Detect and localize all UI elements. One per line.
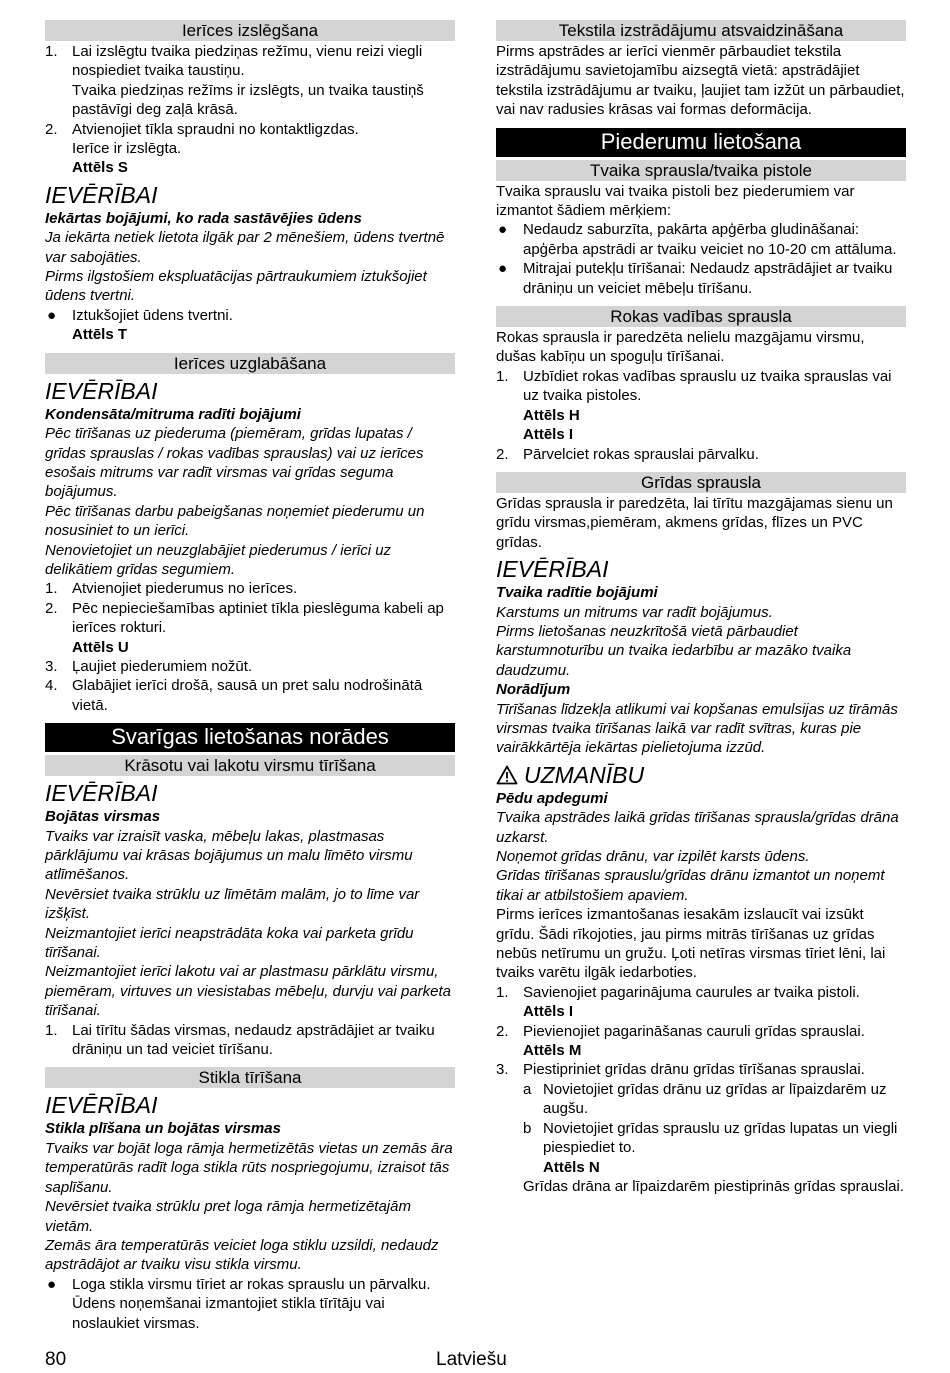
list-item: 1. Lai tīrītu šādas virsmas, nedaudz apstrādājiet ar tvaiku drāniņu un tad veiciet tīrīšanu. [45, 1021, 435, 1059]
bullet-item: ● Nedaudz saburzīta, pakārta apģērba gludināšanai: apģērba apstrādi ar tvaiku veiciet no 10-20 cm attāluma. [498, 221, 897, 258]
notice-text: Zemās āra temperatūrās veiciet loga stiklu uzsildi, nedaudz apstrādājot ar tvaiku visu stikla virsmu. [45, 1236, 439, 1274]
body-text: Tvaika sprauslu vai tvaika pistoli bez piederumiem var izmantot šādiem mērķiem: [496, 182, 855, 220]
caution-text: Grīdas tīrīšanas sprauslu/grīdas drānu izmantot un noņemt tikai ar atbilstošiem apaviem. [496, 867, 885, 904]
notice-heading: IEVĒRĪBAI [496, 556, 609, 583]
figure-reference: Attēls M [523, 1042, 582, 1060]
list-item: 3. Piestipriniet grīdas drānu grīdas tīrīšanas sprauslai. [496, 1061, 865, 1079]
notice-title: Stikla plīšana un bojātas virsmas [45, 1120, 281, 1138]
figure-reference: Attēls S [72, 159, 128, 177]
result-text: Tvaika piedziņas režīms ir izslēgts, un tvaika taustiņš pastāvīgi deg zaļā krāsā. [72, 81, 424, 119]
sub-list-item: b Novietojiet grīdas sprauslu uz grīdas lupatas un viegli piespiediet to. [523, 1119, 898, 1157]
notice-text: Neizmantojiet ierīci neapstrādāta koka vai parketa grīdu tīrīšanai. [45, 924, 414, 962]
chapter-heading-svarigas: Svarīgas lietošanas norādes [45, 723, 455, 752]
notice-title: Kondensāta/mitruma radīti bojājumi [45, 405, 301, 423]
list-item: 1. Savienojiet pagarinājuma caurules ar tvaika pistoli. [496, 983, 860, 1001]
page-number: 80 [45, 1349, 67, 1370]
caution-label: UZMANĪBU [524, 761, 645, 788]
notice-text: Karstums un mitrums var radīt bojājumus. [496, 603, 773, 621]
notice-title: Tvaika radītie bojājumi [496, 584, 658, 602]
figure-reference: Attēls I [523, 1003, 574, 1021]
caution-title: Pēdu apdegumi [496, 789, 608, 807]
figure-reference: Attēls N [543, 1158, 600, 1176]
notice-heading: IEVĒRĪBAI [45, 1092, 158, 1119]
notice-text: Pēc tīrīšanas uz piederuma (piemēram, grīdas lupatas / grīdas sprauslas / rokas vadības sprauslas) vai uz ierīces esošais mitrums var radīt virsmas vai grīdas seguma bojājumus. [45, 425, 424, 501]
section-heading-tekstila: Tekstila izstrādājumu atsvaidzināšana [496, 20, 906, 41]
notice-text: Pirms ilgstošiem ekspluatācijas pārtraukumiem iztukšojiet ūdens tvertni. [45, 268, 427, 305]
notice-heading: IEVĒRĪBAI [45, 780, 158, 807]
result-text: Grīdas drāna ar līpaizdarēm piestiprinās grīdas sprauslai. [523, 1177, 905, 1195]
section-heading-stikla: Stikla tīrīšana [45, 1067, 455, 1088]
section-heading-uzglabasana: Ierīces uzglabāšana [45, 353, 455, 374]
notice-text: Nevērsiet tvaika strūklu pret loga rāmja hermetizētajām vietām. [45, 1198, 411, 1235]
left-column [45, 18, 455, 1333]
caution-heading [496, 762, 906, 789]
list-item: 2. Atvienojiet tīkla spraudni no kontaktligzdas. [45, 120, 359, 138]
chapter-heading-piederumu: Piederumu lietošana [496, 128, 906, 157]
notice-text: Neizmantojiet ierīci lakotu vai ar plastmasu pārklātu virsmu, piemēram, virtuves un viesistabas mēbeļu, durvju vai parketa tīrīšanai. [45, 963, 452, 1020]
figure-reference: Attēls U [72, 638, 129, 656]
notice-heading: IEVĒRĪBAI [45, 377, 158, 404]
section-heading-rokas: Rokas vadības sprausla [496, 306, 906, 327]
list-item: 2. Pārvelciet rokas sprauslai pārvalku. [496, 445, 759, 463]
body-text: Grīdas sprausla ir paredzēta, lai tīrītu mazgājamas sienu un grīdu virsmas,piemēram, akmens grīdas, flīzes un PVC grīdas. [496, 494, 893, 551]
body-text: Rokas sprausla ir paredzēta nelielu mazgājamu virsmu, dušas kabīņu un spoguļu tīrīšanai. [496, 329, 865, 366]
list-item: 2. Pievienojiet pagarināšanas cauruli grīdas sprauslai. [496, 1022, 865, 1040]
notice-text: Tvaiks var bojāt loga rāmja hermetizētās vietas un zemās āra temperatūrās radīt loga stikla rūts nospriegojumu, izraisot tās saplīšanu. [45, 1139, 453, 1196]
list-item: 1. Lai izslēgtu tvaika piedziņas režīmu, vienu reizi viegli nospiediet tvaika taustiņu. [45, 43, 423, 80]
list-item: 3. Ļaujiet piederumiem nožūt. [45, 657, 253, 675]
note-text: Tīrīšanas līdzekļa atlikumi vai kopšanas emulsijas uz tīrāmās virsmas tvaika tīrīšanas laikā var radīt svītras, kuras pie vairākkārtēja iekārtas pielietojuma izzūd. [496, 700, 898, 757]
notice-text: Ja iekārta netiek lietota ilgāk par 2 mēnešiem, ūdens tvertnē var sabojāties. [45, 229, 445, 266]
figure-reference: Attēls H [523, 406, 580, 424]
notice-title: Bojātas virsmas [45, 808, 161, 826]
notice-heading: IEVĒRĪBAI [45, 181, 158, 208]
bullet-item: ● Iztukšojiet ūdens tvertni. [47, 306, 233, 324]
list-item: 4. Glabājiet ierīci drošā, sausā un pret salu nodrošinātā vietā. [45, 677, 423, 714]
result-text: Ierīce ir izslēgta. [72, 140, 182, 158]
caution-text: Noņemot grīdas drānu, var izpilēt karsts ūdens. [496, 848, 810, 865]
footer-language: Latviešu [436, 1349, 507, 1370]
right-column [496, 18, 906, 1196]
section-heading-tvaika: Tvaika sprausla/tvaika pistole [496, 160, 906, 181]
body-text: Pirms apstrādes ar ierīci vienmēr pārbaudiet tekstila izstrādājumu savietojamību aizsegtā vietā: apstrādājiet tekstila izstrādājumu ar tvaiku, ļaujiet tam izžūt un pārbaudiet, vai nav radusies krāsas vai formas deformācija. [496, 43, 905, 119]
list-item: 1. Atvienojiet piederumus no ierīces. [45, 580, 298, 598]
figure-reference: Attēls T [72, 326, 128, 344]
body-text: Pirms ierīces izmantošanas iesakām izslaucīt vai izsūkt grīdu. Šādi rīkojoties, jau pirms mitrās tīrīšanas uz grīdas nebūs netīrumu un gružu. Ļoti netīras virsmas tīriet lēni, lai tvaiks varētu ilgāk iedarboties. [496, 906, 886, 982]
warning-triangle-icon [496, 765, 518, 785]
section-heading-krasotu: Krāsotu vai lakotu virsmu tīrīšana [45, 755, 455, 776]
notice-title: Iekārtas bojājumi, ko rada sastāvējies ūdens [45, 209, 362, 227]
caution-text: Tvaika apstrādes laikā grīdas tīrīšanas sprausla/grīdas drāna uzkarst. [496, 809, 899, 846]
bullet-item: ● Mitrajai putekļu tīrīšanai: Nedaudz apstrādājiet ar tvaiku drāniņu un veiciet mēbeļu tīrīšanu. [498, 260, 893, 297]
list-item: 2. Pēc nepieciešamības aptiniet tīkla pieslēguma kabeli ap ierīces rokturi. [45, 599, 444, 637]
notice-text: Tvaiks var izraisīt vaska, mēbeļu lakas, plastmasas pārklājumu vai krāsas bojājumus un malu līmēto virsmu atlīmēšanos. [45, 827, 413, 884]
notice-text: Nenovietojiet un neuzglabājiet piederumus / ierīci uz delikātiem grīdas segumiem. [45, 541, 392, 578]
notice-text: Nevērsiet tvaika strūklu uz līmētām malām, jo to līme var izšķīst. [45, 885, 420, 923]
section-heading-gridas: Grīdas sprausla [496, 472, 906, 493]
list-item: 1. Uzbīdiet rokas vadības sprauslu uz tvaika sprauslas vai uz tvaika pistoles. [496, 367, 892, 405]
figure-reference: Attēls I [523, 426, 574, 444]
sub-list-item: a Novietojiet grīdas drānu uz grīdas ar līpaizdarēm uz augšu. [523, 1080, 887, 1118]
bullet-item: ● Loga stikla virsmu tīriet ar rokas sprauslu un pārvalku. Ūdens noņemšanai izmantojiet stikla tīrītāju vai noslaukiet virsmas. [47, 1275, 431, 1332]
section-heading-izslegsana: Ierīces izslēgšana [45, 20, 455, 41]
notice-text: Pirms lietošanas neuzkrītošā vietā pārbaudiet karstumnoturību un tvaika iedarbību ar mazāko tvaika daudzumu. [496, 622, 852, 679]
notice-text: Pēc tīrīšanas darbu pabeigšanas noņemiet piederumu un nosusiniet to un ierīci. [45, 502, 425, 540]
note-title: Norādījum [496, 681, 571, 699]
